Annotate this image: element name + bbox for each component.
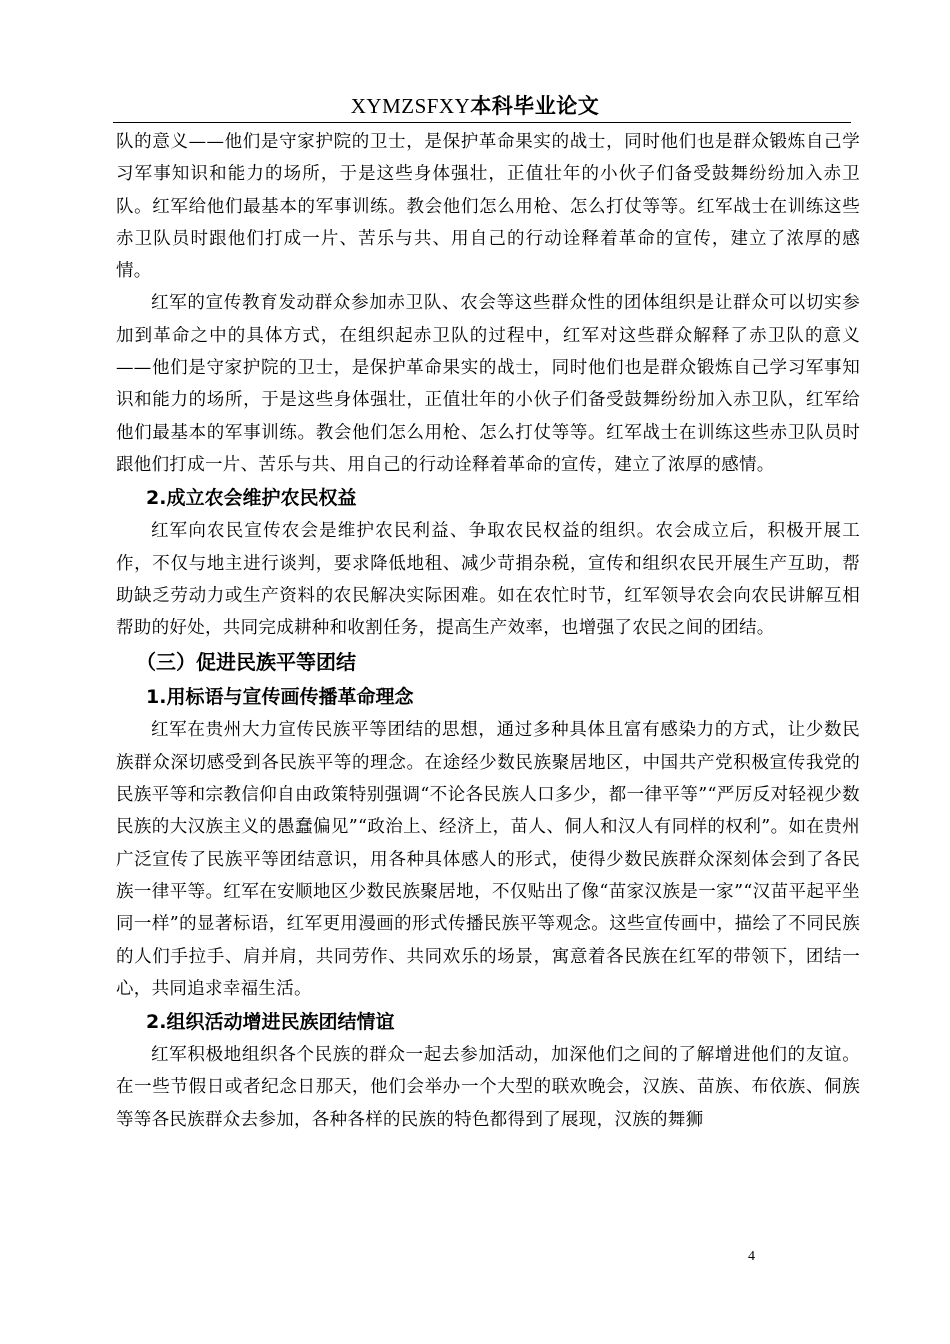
paragraph: 红军的宣传教育发动群众参加赤卫队、农会等这些群众性的团体组织是让群众可以切实参加到革命之中的具体方式，在组织起赤卫队的过程中，红军对这些群众解释了赤卫队的意义——他们是守家护院的卫士，是保护革命果实的战士，同时他们也是群众锻炼自己学习军事知识和能力的场所，于是这些身体强壮，正值壮年的小伙子们备受鼓舞纷纷加入赤卫队，红军给他们最基本的军事训练。教会他们怎么用枪、怎么打仗等等。红军战士在训练这些赤卫队员时跟他们打成一片、苦乐与共、用自己的行动诠释着革命的宣传，建立了浓厚的感情。 bbox=[116, 293, 860, 475]
paragraph: 红军向农民宣传农会是维护农民利益、争取农民权益的组织。农会成立后，积极开展工作，不仅与地主进行谈判，要求降低地租、减少苛捐杂税，宣传和组织农民开展生产互助，帮助缺乏劳动力或生产资料的农民解决实际困难。如在农忙时节，红军领导农会向农民讲解互相帮助的好处，共同完成耕种和收割任务，提高生产效率，也增强了农民之间的团结。 bbox=[116, 521, 860, 639]
subheading-activities-unity: 2.组织活动增进民族团结情谊 bbox=[146, 1011, 395, 1034]
paragraph: 红军积极地组织各个民族的群众一起去参加活动，加深他们之间的了解增进他们的友谊。在一些节假日或者纪念日那天，他们会举办一个大型的联欢晚会，汉族、苗族、布依族、侗族等等各民族群众去参加，各种各样的民族的特色都得到了展现，汉族的舞狮 bbox=[116, 1045, 860, 1130]
body-text bbox=[116, 126, 860, 1136]
header-rule bbox=[113, 122, 851, 123]
paragraph: 红军在贵州大力宣传民族平等团结的思想，通过多种具体且富有感染力的方式，让少数民族群众深切感受到各民族平等的理念。在途经少数民族聚居地区，中国共产党积极宣传我党的民族平等和宗教信仰自由政策特别强调“不论各民族人口多少，都一律平等”“严厉反对轻视少数民族的大汉族主义的愚蠢偏见”“政治上、经济上，苗人、侗人和汉人有同样的权利”。如在贵州广泛宣传了民族平等团结意识，用各种具体感人的形式，使得少数民族群众深刻体会到了各民族一律平等。红军在安顺地区少数民族聚居地，不仅贴出了像“苗家汉族是一家”“汉苗平起平坐同一样”的显著标语，红军更用漫画的形式传播民族平等观念。这些宣传画中，描绘了不同民族的人们手拉手、肩并肩，共同劳作、共同欢乐的场景，寓意着各民族在红军的带领下，团结一心，共同追求幸福生活。 bbox=[116, 720, 860, 999]
header-code: XYMZSFXY bbox=[350, 94, 471, 118]
section-heading-ethnic-equality: （三）促进民族平等团结 bbox=[136, 650, 356, 675]
subheading-slogans-posters: 1.用标语与宣传画传播革命理念 bbox=[146, 686, 414, 709]
paragraph-continued: 队的意义——他们是守家护院的卫士，是保护革命果实的战士，同时他们也是群众锻炼自己学习军事知识和能力的场所，于是这些身体强壮，正值壮年的小伙子们备受鼓舞纷纷加入赤卫队。红军给他们最基本的军事训练。教会他们怎么用枪、怎么打仗等等。红军战士在训练这些赤卫队员时跟他们打成一片、苦乐与共、用自己的行动诠释着革命的宣传，建立了浓厚的感情。 bbox=[116, 132, 860, 282]
page-number: 4 bbox=[748, 1249, 755, 1264]
subheading-farmers-association: 2.成立农会维护农民权益 bbox=[146, 487, 357, 510]
header-title: 本科毕业论文 bbox=[470, 94, 600, 118]
page-header bbox=[0, 93, 950, 119]
